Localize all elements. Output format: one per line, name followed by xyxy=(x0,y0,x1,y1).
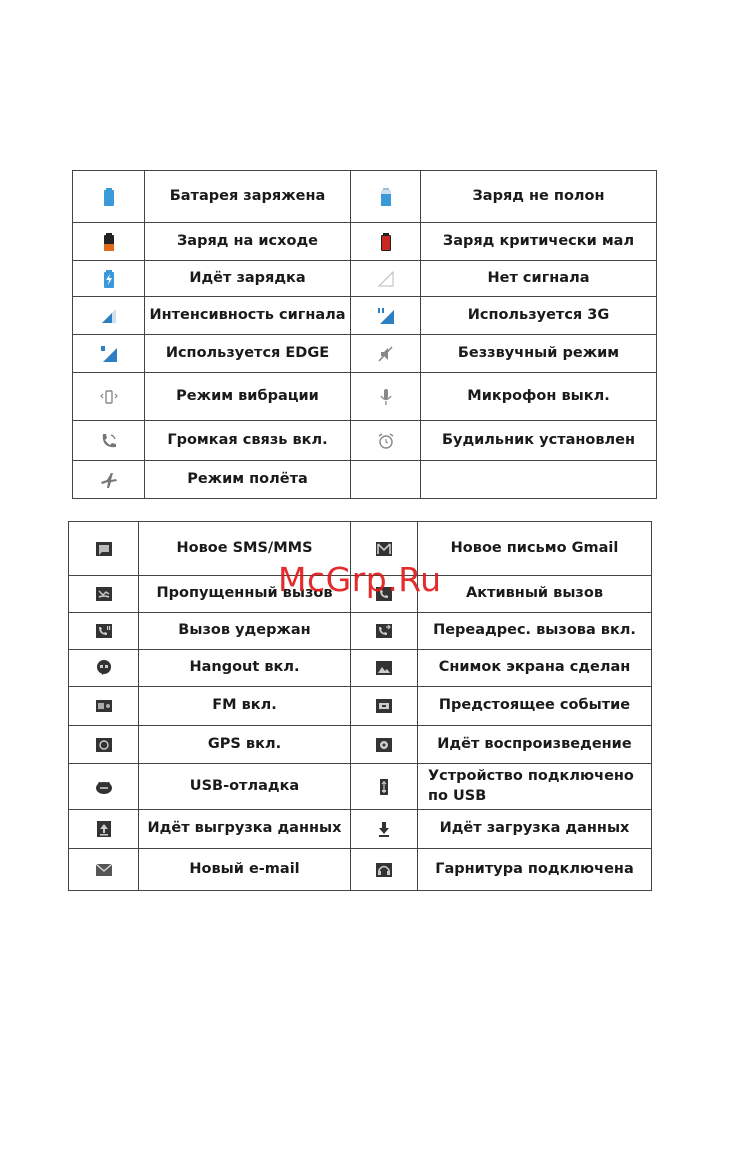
sms-mms-icon xyxy=(94,539,114,559)
battery-charging-icon xyxy=(99,269,119,289)
status-label: Заряд критически мал xyxy=(421,223,657,261)
email-icon xyxy=(94,860,114,880)
icon-cell-empty xyxy=(351,461,421,499)
status-label: Используется 3G xyxy=(421,297,657,335)
icon-cell xyxy=(69,522,139,576)
icon-cell xyxy=(73,171,145,223)
status-icons-table xyxy=(72,170,657,499)
icon-cell xyxy=(351,171,421,223)
status-label: Новое письмо Gmail xyxy=(418,522,652,576)
icon-cell xyxy=(69,726,139,764)
speakerphone-icon xyxy=(99,431,119,451)
gps-icon xyxy=(94,735,114,755)
icon-cell xyxy=(351,650,418,687)
status-label: Микрофон выкл. xyxy=(421,373,657,421)
status-label: Идёт воспроизведение xyxy=(418,726,652,764)
status-label: Интенсивность сигнала xyxy=(145,297,351,335)
status-label: Беззвучный режим xyxy=(421,335,657,373)
status-label: Заряд на исходе xyxy=(145,223,351,261)
airplane-icon xyxy=(99,470,119,490)
icon-cell xyxy=(73,373,145,421)
icon-cell xyxy=(73,421,145,461)
status-label: Идёт зарядка xyxy=(145,261,351,297)
status-label: Новое SMS/MMS xyxy=(139,522,351,576)
icon-cell xyxy=(351,297,421,335)
status-label: Предстоящее событие xyxy=(418,687,652,726)
upload-icon xyxy=(94,819,114,839)
playback-icon xyxy=(374,735,394,755)
status-label: GPS вкл. xyxy=(139,726,351,764)
upcoming-event-icon xyxy=(374,696,394,716)
watermark: McGrp.Ru xyxy=(278,560,442,599)
status-label: Идёт выгрузка данных xyxy=(139,810,351,849)
icon-cell xyxy=(351,810,418,849)
usb-debug-icon xyxy=(94,777,114,797)
status-label xyxy=(421,461,657,499)
vibrate-mode-icon xyxy=(99,387,119,407)
hangout-icon xyxy=(94,658,114,678)
status-label: FM вкл. xyxy=(139,687,351,726)
icon-cell xyxy=(69,613,139,650)
icon-cell xyxy=(69,849,139,891)
icon-cell xyxy=(351,373,421,421)
screenshot-icon xyxy=(374,658,394,678)
fm-radio-icon xyxy=(94,696,114,716)
headset-icon xyxy=(374,860,394,880)
status-label: Нет сигнала xyxy=(421,261,657,297)
icon-cell xyxy=(351,335,421,373)
icon-cell xyxy=(73,461,145,499)
status-label: Батарея заряжена xyxy=(145,171,351,223)
icon-cell xyxy=(69,576,139,613)
signal-edge-icon xyxy=(99,344,119,364)
download-icon xyxy=(374,819,394,839)
status-label: Идёт загрузка данных xyxy=(418,810,652,849)
status-label: Используется EDGE xyxy=(145,335,351,373)
status-label: Режим вибрации xyxy=(145,373,351,421)
mic-off-icon xyxy=(376,387,396,407)
battery-critical-icon xyxy=(376,232,396,252)
signal-3g-icon xyxy=(376,306,396,326)
signal-strength-icon xyxy=(99,306,119,326)
silent-mode-icon xyxy=(376,344,396,364)
battery-partial-icon xyxy=(376,187,396,207)
icon-cell xyxy=(69,650,139,687)
icon-cell xyxy=(73,335,145,373)
icon-cell xyxy=(351,613,418,650)
icon-cell xyxy=(351,687,418,726)
icon-cell xyxy=(73,297,145,335)
status-label: Новый e-mail xyxy=(139,849,351,891)
status-label: Переадрес. вызова вкл. xyxy=(418,613,652,650)
status-label: Пропущенный вызов xyxy=(139,576,351,613)
status-label: Будильник установлен xyxy=(421,421,657,461)
no-signal-icon xyxy=(376,269,396,289)
status-label: USB-отладка xyxy=(139,764,351,810)
call-forward-icon xyxy=(374,621,394,641)
icon-cell xyxy=(351,223,421,261)
icon-cell xyxy=(69,764,139,810)
status-label: Активный вызов xyxy=(418,576,652,613)
status-label: Гарнитура подключена xyxy=(418,849,652,891)
status-label: Режим полёта xyxy=(145,461,351,499)
alarm-clock-icon xyxy=(376,431,396,451)
call-hold-icon xyxy=(94,621,114,641)
icon-cell xyxy=(351,764,418,810)
gmail-icon xyxy=(374,539,394,559)
icon-cell xyxy=(69,687,139,726)
usb-connected-icon xyxy=(374,777,394,797)
icon-cell xyxy=(351,421,421,461)
missed-call-icon xyxy=(94,584,114,604)
icon-cell xyxy=(73,223,145,261)
icon-cell xyxy=(351,726,418,764)
status-label: Вызов удержан xyxy=(139,613,351,650)
icon-cell xyxy=(69,810,139,849)
icon-cell xyxy=(351,261,421,297)
status-label: Hangout вкл. xyxy=(139,650,351,687)
status-label: Громкая связь вкл. xyxy=(145,421,351,461)
status-label: Устройство подключено по USB xyxy=(418,764,652,810)
status-label: Снимок экрана сделан xyxy=(418,650,652,687)
battery-low-icon xyxy=(99,232,119,252)
icon-cell xyxy=(73,261,145,297)
icon-cell xyxy=(351,849,418,891)
battery-full-icon xyxy=(99,187,119,207)
status-label: Заряд не полон xyxy=(421,171,657,223)
